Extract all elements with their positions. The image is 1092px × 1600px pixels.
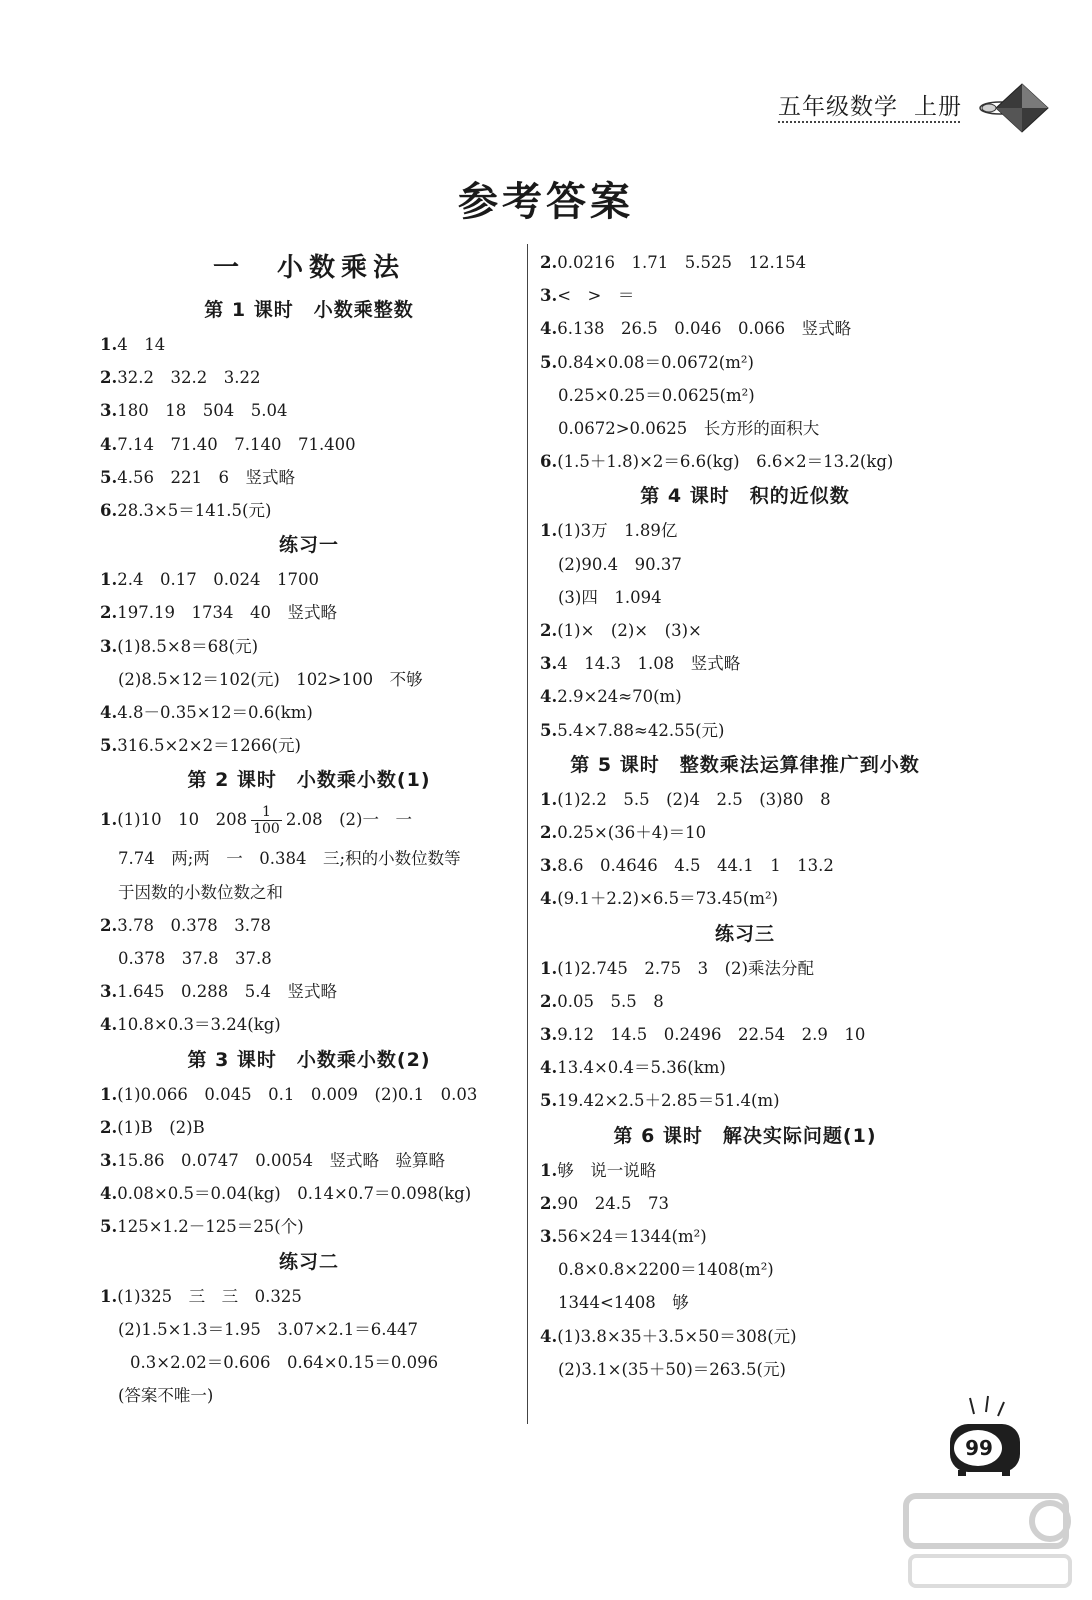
- answer-number: 2.: [540, 621, 558, 641]
- answer-number: 2.: [100, 603, 118, 623]
- answer-line: [100, 394, 518, 427]
- answer-number: 4.: [100, 1184, 118, 1204]
- exercise-1-answers-cont: [100, 696, 518, 762]
- answer-line: [100, 361, 518, 394]
- answer-line: (2)1.5×1.3＝1.95 3.07×2.1＝6.447: [118, 1319, 418, 1339]
- answer-text: (1)3万 1.89亿: [557, 521, 678, 541]
- answer-number: 2.: [540, 991, 558, 1011]
- answer-line: [100, 494, 518, 527]
- answer-line: (3)四 1.094: [558, 587, 662, 607]
- answer-line: [540, 1154, 950, 1187]
- answer-number: 1.: [100, 1084, 118, 1104]
- answer-number: 3.: [540, 1025, 558, 1045]
- answer-number: 3.: [540, 1227, 558, 1247]
- answer-number: 2.: [100, 368, 118, 388]
- answer-line: [540, 783, 950, 816]
- answer-number: 3.: [540, 286, 558, 306]
- answer-text: 316.5×2×2＝1266(元): [117, 736, 301, 756]
- column-divider: [527, 244, 528, 1424]
- answer-text: 够 说一说略: [557, 1160, 657, 1180]
- lesson-3-title: 第 3 课时 小数乘小数(2): [187, 1048, 431, 1071]
- answer-line: [100, 1078, 518, 1111]
- answer-line: 7.74 两;两 一 0.384 三;积的小数位数等: [118, 849, 461, 869]
- page-number-tv-icon: [940, 1390, 1030, 1480]
- answer-number: 4.: [540, 687, 558, 707]
- answer-line: (2)8.5×12＝102(元) 102>100 不够: [118, 669, 423, 689]
- answer-number: 6.: [100, 501, 118, 521]
- right-column: [540, 246, 950, 1386]
- answer-text: (1)2.2 5.5 (2)4 2.5 (3)80 8: [557, 789, 831, 809]
- lesson-6-title: 第 6 课时 解决实际问题(1): [613, 1124, 877, 1147]
- answer-text: 32.2 32.2 3.22: [117, 368, 261, 388]
- answer-number: 1.: [100, 570, 118, 590]
- lesson-2-title: 第 2 课时 小数乘小数(1): [187, 769, 431, 792]
- answer-text: 0.05 5.5 8: [557, 991, 664, 1011]
- answer-number: 3.: [100, 401, 118, 421]
- answer-line: [540, 849, 950, 882]
- chapter-title: 一 小数乘法: [212, 253, 405, 283]
- answer-text: 13.4×0.4＝5.36(km): [557, 1058, 726, 1078]
- exercise-2-title: 练习二: [278, 1250, 339, 1273]
- answer-text: (1)0.066 0.045 0.1 0.009 (2)0.1 0.03: [117, 1084, 478, 1104]
- answer-number: 1.: [540, 789, 558, 809]
- answer-text: 90 24.5 73: [557, 1193, 669, 1213]
- answer-number: 5.: [540, 720, 558, 740]
- answer-line: [540, 647, 950, 680]
- lesson-4-answers-cont: [540, 614, 950, 747]
- answer-line: [540, 1187, 950, 1220]
- header-volume: 上册: [914, 94, 962, 120]
- answer-line: [100, 428, 518, 461]
- answer-line: [540, 952, 950, 985]
- page-title: 参考答案: [458, 179, 634, 225]
- answer-text: 6.138 26.5 0.046 0.066 竖式略: [557, 319, 852, 339]
- answer-text: 2.4 0.17 0.024 1700: [117, 570, 319, 590]
- answer-number: 4.: [540, 1058, 558, 1078]
- answer-text: 2.08 (2)一 一: [285, 810, 412, 830]
- exercise-3-title: 练习三: [714, 922, 775, 945]
- answer-line: [540, 680, 950, 713]
- lesson-1-answers: [100, 328, 518, 527]
- watermark-logo: [900, 1488, 1080, 1596]
- answer-number: 1.: [540, 958, 558, 978]
- answer-line: (2)3.1×(35＋50)＝263.5(元): [558, 1359, 786, 1379]
- page-number: 99: [965, 1436, 993, 1460]
- answer-text: 19.42×2.5＋2.85＝51.4(m): [557, 1091, 780, 1111]
- lesson-1-title: 第 1 课时 小数乘整数: [204, 299, 414, 321]
- answer-number: 4.: [540, 319, 558, 339]
- answer-text: 0.08×0.5＝0.04(kg) 0.14×0.7＝0.098(kg): [117, 1184, 472, 1204]
- answer-number: 3.: [100, 982, 118, 1002]
- answer-line: 0.3×2.02＝0.606 0.64×0.15＝0.096: [130, 1353, 439, 1373]
- exercise-1-answers: [100, 563, 518, 663]
- answer-line: 0.0672>0.0625 长方形的面积大: [558, 419, 820, 439]
- answer-line: [100, 596, 518, 629]
- answer-text: 0.0216 1.71 5.525 12.154: [557, 253, 807, 272]
- answer-line: 0.378 37.8 37.8: [118, 949, 272, 969]
- answer-text: 197.19 1734 40 竖式略: [117, 603, 337, 623]
- answer-text: 1.645 0.288 5.4 竖式略: [117, 982, 337, 1002]
- answer-text: 4 14.3 1.08 竖式略: [557, 654, 741, 674]
- answer-line: [100, 1210, 518, 1243]
- answer-line: 1.(1)325 三 三 0.325: [100, 1286, 302, 1306]
- answer-line: [100, 1177, 518, 1210]
- answer-line: 于因数的小数位数之和: [118, 882, 283, 902]
- answer-line: (答案不唯一): [118, 1386, 214, 1406]
- answer-number: 4.: [540, 1326, 558, 1346]
- answer-line: [540, 246, 950, 279]
- answer-line: [540, 1018, 950, 1051]
- lesson-4-title: 第 4 课时 积的近似数: [640, 485, 850, 508]
- answer-line: [100, 630, 518, 663]
- answer-line: (2)90.4 90.37: [558, 554, 682, 574]
- answer-line: [540, 1220, 950, 1253]
- answer-line: 1.(1)3万 1.89亿: [540, 521, 678, 541]
- answer-line: [540, 1084, 950, 1117]
- answer-number: 4.: [540, 889, 558, 909]
- answer-line: [100, 328, 518, 361]
- answer-text: (1)× (2)× (3)×: [557, 621, 702, 641]
- answer-text: 180 18 504 5.04: [117, 401, 288, 421]
- answer-number: 1.: [100, 335, 118, 354]
- answer-line: [540, 985, 950, 1018]
- answer-number: 2.: [540, 253, 558, 272]
- answer-number: 5.: [100, 1217, 118, 1237]
- answer-text: (1)3.8×35＋3.5×50＝308(元): [557, 1326, 797, 1346]
- header-dotted-rule: [778, 121, 960, 123]
- answer-number: 2.: [540, 823, 558, 843]
- answer-number: 5.: [100, 467, 118, 487]
- answer-number: 3.: [540, 654, 558, 674]
- answer-text: 3.78 0.378 3.78: [117, 915, 271, 935]
- running-header: [778, 88, 962, 121]
- answer-line: 0.25×0.25＝0.0625(m²): [558, 385, 755, 405]
- answer-line: [100, 696, 518, 729]
- answer-text: (1)8.5×8＝68(元): [117, 636, 259, 656]
- answer-text: 8.6 0.4646 4.5 44.1 1 13.2: [557, 856, 834, 876]
- answer-number: 2.: [100, 1117, 118, 1137]
- answer-text: 0.25×(36＋4)＝10: [557, 823, 707, 843]
- answer-line: [100, 1111, 518, 1144]
- answer-number: 3.: [100, 636, 118, 656]
- answer-line: [100, 975, 518, 1008]
- fraction: [251, 804, 282, 837]
- answer-number: 5.: [100, 736, 118, 756]
- left-column: [100, 246, 518, 1412]
- answer-text: 28.3×5＝141.5(元): [117, 501, 272, 521]
- answer-number: 4.: [100, 1015, 118, 1035]
- answer-line: [540, 816, 950, 849]
- answer-number: 4.: [100, 434, 118, 454]
- answer-number: 5.: [540, 1091, 558, 1111]
- answer-line: [100, 563, 518, 596]
- answer-number: 3.: [100, 1151, 118, 1171]
- lesson-3-answers: [100, 1078, 518, 1244]
- answer-line: [100, 1144, 518, 1177]
- answer-text: (9.1＋2.2)×6.5＝73.45(m²): [557, 889, 779, 909]
- answer-text: (1)B (2)B: [117, 1117, 205, 1137]
- answer-line: 1.(1)10 10 208 $\frac{1}{100}$ 2.08 (2)一 一: [100, 804, 412, 838]
- answer-text: 10.8×0.3＝3.24(kg): [117, 1015, 281, 1035]
- answer-text: 7.14 71.40 7.140 71.400: [117, 434, 356, 454]
- header-diamond-ornament: [978, 78, 1058, 138]
- answer-number: 3.: [540, 856, 558, 876]
- answer-line: 0.8×0.8×2200＝1408(m²): [558, 1260, 774, 1280]
- answer-line: [540, 714, 950, 747]
- answer-text: 125×1.2－125＝25(个): [117, 1217, 304, 1237]
- answer-text: 2.9×24≈70(m): [557, 687, 682, 707]
- answer-line: [540, 1051, 950, 1084]
- answer-text: (1.5＋1.8)×2＝6.6(kg) 6.6×2＝13.2(kg): [557, 452, 894, 472]
- answer-line: 2.3.78 0.378 3.78: [100, 915, 271, 935]
- answer-line: [100, 729, 518, 762]
- answer-line: [100, 1008, 518, 1041]
- lesson-3-answers-cont: [540, 246, 950, 379]
- fraction-denominator: 100: [253, 821, 280, 838]
- answer-line: [100, 461, 518, 494]
- lesson-2-answers-cont: [100, 975, 518, 1041]
- fraction-numerator: 1: [251, 804, 282, 821]
- header-book-title: 五年级数学: [778, 94, 898, 120]
- answer-number: 4.: [100, 703, 118, 723]
- answer-line: [540, 312, 950, 345]
- answer-text: 0.84×0.08＝0.0672(m²): [557, 352, 754, 372]
- answer-text: 4.8－0.35×12＝0.6(km): [117, 703, 313, 723]
- answer-text: 4 14: [117, 335, 166, 354]
- answer-text: 9.12 14.5 0.2496 22.54 2.9 10: [557, 1025, 866, 1045]
- answer-line: [540, 445, 950, 478]
- answer-line: [540, 1320, 950, 1353]
- lesson-5-answers: [540, 783, 950, 916]
- answer-line: [540, 614, 950, 647]
- exercise-3-answers: [540, 952, 950, 1118]
- lesson-5-title: 第 5 课时 整数乘法运算律推广到小数: [570, 753, 920, 776]
- answer-text: (1)10 10 208: [117, 810, 248, 830]
- answer-line: [540, 279, 950, 312]
- answer-number: 5.: [540, 352, 558, 372]
- answer-line: [540, 882, 950, 915]
- answer-number: 1.: [540, 1160, 558, 1180]
- answer-text: 4.56 221 6 竖式略: [117, 467, 295, 487]
- answer-text: (1)325 三 三 0.325: [117, 1286, 302, 1306]
- answer-line: 1344<1408 够: [558, 1293, 689, 1313]
- answer-text: 15.86 0.0747 0.0054 竖式略 验算略: [117, 1151, 445, 1171]
- answer-line: [540, 346, 950, 379]
- answer-text: < > ＝: [557, 286, 635, 306]
- answer-number: 2.: [540, 1193, 558, 1213]
- answer-number: 6.: [540, 452, 558, 472]
- exercise-1-title: 练习一: [278, 534, 339, 557]
- answer-text: (1)2.745 2.75 3 (2)乘法分配: [557, 958, 814, 978]
- lesson-6-answers: [540, 1154, 950, 1254]
- answer-text: 5.4×7.88≈42.55(元): [557, 720, 725, 740]
- answer-text: 56×24＝1344(m²): [557, 1227, 707, 1247]
